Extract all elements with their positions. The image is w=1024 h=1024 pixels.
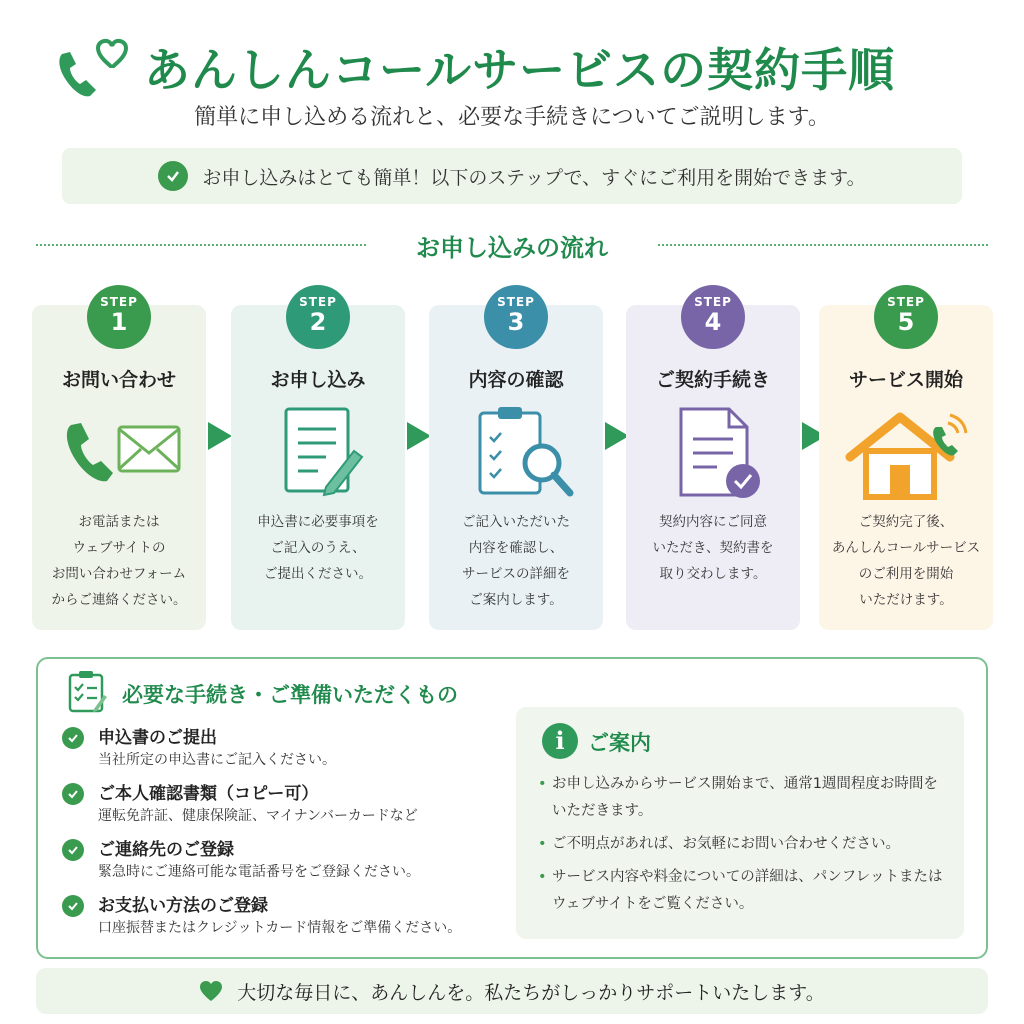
- guide-list: [538, 771, 948, 924]
- flow-title: お申し込みの流れ: [416, 234, 608, 262]
- step-title: お申し込み: [270, 369, 366, 391]
- check-circle-icon: [62, 727, 84, 749]
- step-description: [825, 509, 987, 613]
- check-circle-icon: [62, 783, 84, 805]
- step-description: [632, 509, 794, 587]
- step-label: STEP: [299, 295, 337, 309]
- page-subtitle: 簡単に申し込める流れと、必要な手続きについてご説明します。: [194, 105, 830, 130]
- step-description-line: いただき、契約書を: [652, 540, 774, 556]
- heart-icon: [199, 980, 223, 1002]
- step-description-line: 契約内容にご同意: [659, 514, 767, 530]
- requirement-title: お支払い方法のご登録: [98, 896, 268, 916]
- step-description-line: お問い合わせフォーム: [51, 566, 187, 582]
- step-card-1: [32, 295, 206, 630]
- requirement-description: 運転免許証、健康保険証、マイナンバーカードなど: [98, 808, 418, 824]
- step-label: STEP: [100, 295, 138, 309]
- flow-heading: [0, 228, 1024, 262]
- step-description-line: あんしんコールサービス: [831, 540, 981, 556]
- requirement-title: ご連絡先のご登録: [98, 840, 234, 860]
- requirements-box: [36, 657, 988, 959]
- requirement-description: 口座振替またはクレジットカード情報をご準備ください。: [98, 920, 462, 936]
- list-item: • サービス内容や料金についての詳細は、パンフレットまたはウェブサイトをご覧ください。: [538, 864, 948, 918]
- step-description-line: 取り交わします。: [659, 566, 767, 582]
- house-phone-icon: [836, 403, 976, 503]
- step-description-line: ご記入のうえ、: [270, 540, 366, 556]
- step-number: 3: [507, 308, 525, 336]
- page-title: あんしんコールサービスの契約手順: [144, 43, 896, 97]
- step-title: 内容の確認: [468, 369, 564, 391]
- list-item: • お申し込みからサービス開始まで、通常1週間程度お時間をいただきます。: [538, 771, 948, 825]
- step-card-3: [429, 295, 603, 630]
- step-description-line: からご連絡ください。: [51, 592, 187, 608]
- step-badge: [87, 285, 151, 349]
- requirements-title: 必要な手続き・ご準備いただくもの: [122, 683, 458, 707]
- step-badge: [286, 285, 350, 349]
- notice-banner: [62, 148, 962, 204]
- step-badge: [681, 285, 745, 349]
- step-description-line: ウェブサイトの: [72, 540, 166, 556]
- step-description-line: のご利用を開始: [858, 566, 954, 582]
- step-arrow: [407, 422, 431, 450]
- step-description-line: ご提出ください。: [264, 566, 372, 582]
- step-label: STEP: [887, 295, 925, 309]
- step-number: 5: [897, 308, 915, 336]
- step-arrow: [208, 422, 232, 450]
- clipboard-search-icon: [446, 403, 586, 503]
- requirement-title: 申込書のご提出: [98, 728, 217, 748]
- step-number: 2: [309, 308, 327, 336]
- guide-title: ご案内: [588, 731, 651, 755]
- footer-text: 大切な毎日に、あんしんを。私たちがしっかりサポートいたします。: [237, 981, 825, 1004]
- step-description-line: ご契約完了後、: [858, 514, 954, 530]
- step-card-2: [231, 295, 405, 630]
- step-card-5: [819, 295, 993, 630]
- list-item: • ご不明点があれば、お気軽にお問い合わせください。: [538, 831, 948, 858]
- step-number: 4: [704, 308, 722, 336]
- header: [0, 14, 1024, 104]
- checklist-icon: [64, 669, 110, 715]
- step-label: STEP: [694, 295, 732, 309]
- requirement-description: 緊急時にご連絡可能な電話番号をご登録ください。: [98, 864, 420, 880]
- step-description-line: ご記入いただいた: [462, 514, 570, 530]
- step-description-line: いただけます。: [859, 592, 953, 608]
- step-description-line: サービスの詳細を: [462, 566, 570, 582]
- form-pencil-icon: [248, 403, 388, 503]
- step-badge: [874, 285, 938, 349]
- requirement-title: ご本人確認書類（コピー可）: [98, 784, 319, 804]
- phone-heart-icon: [54, 34, 134, 106]
- step-card-4: [626, 295, 800, 630]
- step-title: お問い合わせ: [61, 369, 176, 391]
- step-label: STEP: [497, 295, 535, 309]
- step-title: ご契約手続き: [655, 369, 770, 391]
- guide-panel: [516, 707, 964, 939]
- notice-text: お申し込みはとても簡単！以下のステップで、すぐにご利用を開始できます。: [202, 166, 866, 189]
- contract-check-icon: [643, 403, 783, 503]
- requirement-description: 当社所定の申込書にご記入ください。: [98, 752, 336, 768]
- info-icon: i: [542, 723, 578, 759]
- footer-banner: [36, 968, 988, 1014]
- check-circle-icon: [62, 839, 84, 861]
- step-title: サービス開始: [848, 369, 963, 391]
- step-number: 1: [110, 308, 128, 336]
- step-description-line: ご案内します。: [469, 592, 563, 608]
- check-circle-icon: [158, 161, 188, 191]
- step-description: [435, 509, 597, 613]
- step-description-line: 申込書に必要事項を: [257, 514, 379, 530]
- step-description: [38, 509, 200, 613]
- step-description-line: お電話または: [78, 514, 160, 530]
- phone-mail-icon: [49, 403, 189, 503]
- step-description-line: 内容を確認し、: [468, 540, 564, 556]
- step-description: [237, 509, 399, 587]
- check-circle-icon: [62, 895, 84, 917]
- step-badge: [484, 285, 548, 349]
